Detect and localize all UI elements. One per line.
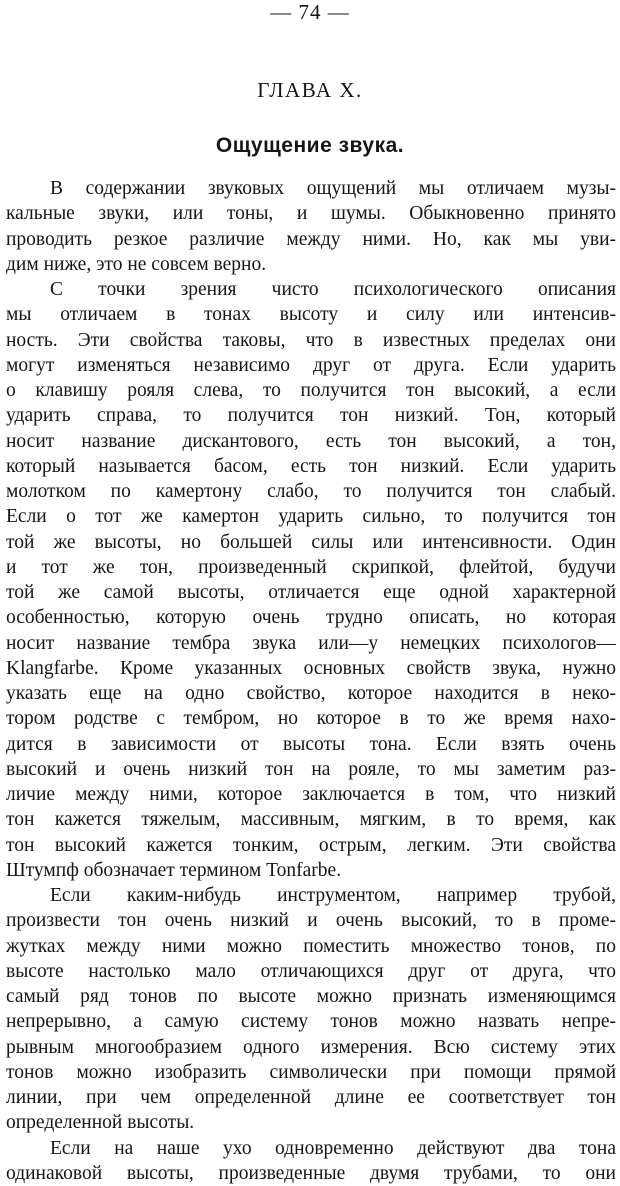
- text-line: той же высоты, но большей силы или интенсивности. Один: [6, 531, 616, 553]
- text-line: высоте настолько мало отличающихся друг от друга, что: [6, 960, 616, 982]
- text-line: тон высокий кажется тонким, острым, легким. Эти свойства: [6, 834, 616, 856]
- text-line: Штумпф обозначает термином Tonfarbe.: [6, 859, 342, 881]
- text-line: указать еще на одно свойство, которое находится в неко-: [6, 683, 616, 704]
- text-line: мы отличаем в тонах высоту и силу или интенсив-: [6, 304, 616, 326]
- chapter-heading: ГЛАВА X.: [257, 78, 363, 102]
- text-line: Klangfarbe. Кроме указанных основных свойств звука, нужно: [6, 657, 616, 679]
- text-line: Если каким-нибудь инструментом, например трубой,: [50, 885, 616, 906]
- text-line: одинаковой высоты, произведенные двумя трубами, то они: [6, 1162, 616, 1184]
- text-line: жутках между ними можно поместить множество тонов, по: [6, 935, 616, 957]
- page-number: — 74 —: [270, 0, 350, 24]
- text-line: определенной высоты.: [6, 1112, 195, 1134]
- text-line: проводить резкое различие между ними. Но, как мы уви-: [6, 228, 616, 250]
- text-line: молотком по камертону слабо, то получится тон слабый.: [6, 481, 616, 502]
- text-line: той же самой высоты, отличается еще одной характерной: [6, 582, 616, 603]
- text-line: особенностью, которую очень трудно описать, но которая: [6, 607, 616, 629]
- text-line: и тот же тон, произведенный скрипкой, флейтой, будучи: [6, 556, 616, 578]
- text-line: высокий и очень низкий тон на рояле, то мы заметим раз-: [6, 758, 616, 780]
- text-line: кальные звуки, или тоны, и шумы. Обыкновенно принято: [6, 203, 616, 225]
- text-line: произвести тон очень низкий и очень высокий, то в проме-: [6, 910, 616, 932]
- text-line: В содержании звуковых ощущений мы отличаем музы-: [50, 178, 616, 199]
- text-line: личие между ними, которое заключается в том, что низкий: [6, 784, 616, 805]
- text-line: ударить справа, то получится тон низкий. Тон, который: [6, 405, 616, 427]
- body-text: [6, 176, 616, 1186]
- text-line: могут изменяться независимо друг от друга. Если ударить: [6, 354, 616, 376]
- text-line: С точки зрения чисто психологического описания: [50, 279, 616, 300]
- text-line: о клавишу рояля слева, то получится тон высокий, а если: [6, 380, 616, 401]
- text-line: непрерывно, а самую систему тонов можно назвать непре-: [6, 1011, 616, 1033]
- text-line: тором родстве с тембром, но которое в то же время нахо-: [6, 708, 616, 730]
- text-line: который называется басом, есть тон низкий. Если ударить: [6, 455, 616, 477]
- text-line: Если о тот же камертон ударить сильно, то получится тон: [6, 506, 616, 528]
- chapter-title: Ощущение звука.: [215, 134, 405, 157]
- text-line: ность. Эти свойства таковы, что в известных пределах они: [6, 329, 616, 351]
- text-line: Если на наше ухо одновременно действуют два тона: [50, 1137, 616, 1159]
- text-line: тон кажется тяжелым, массивным, мягким, в то время, как: [6, 809, 616, 831]
- text-line: тонов можно изобразить символически при помощи прямой: [6, 1061, 616, 1083]
- text-line: линии, при чем определенной длине ее соответствует тон: [6, 1087, 616, 1108]
- text-line: самый ряд тонов по высоте можно признать изменяющимся: [6, 986, 616, 1007]
- text-line: дится в зависимости от высоты тона. Если взять очень: [6, 733, 616, 755]
- text-line: рывным многообразием одного измерения. Всю систему этих: [6, 1036, 616, 1058]
- text-line: дим ниже, это не совсем верно.: [6, 253, 267, 275]
- text-line: носит название тембра звука или—у немецких психологов—: [6, 632, 616, 654]
- text-line: носит название дискантового, есть тон высокий, а тон,: [6, 430, 616, 452]
